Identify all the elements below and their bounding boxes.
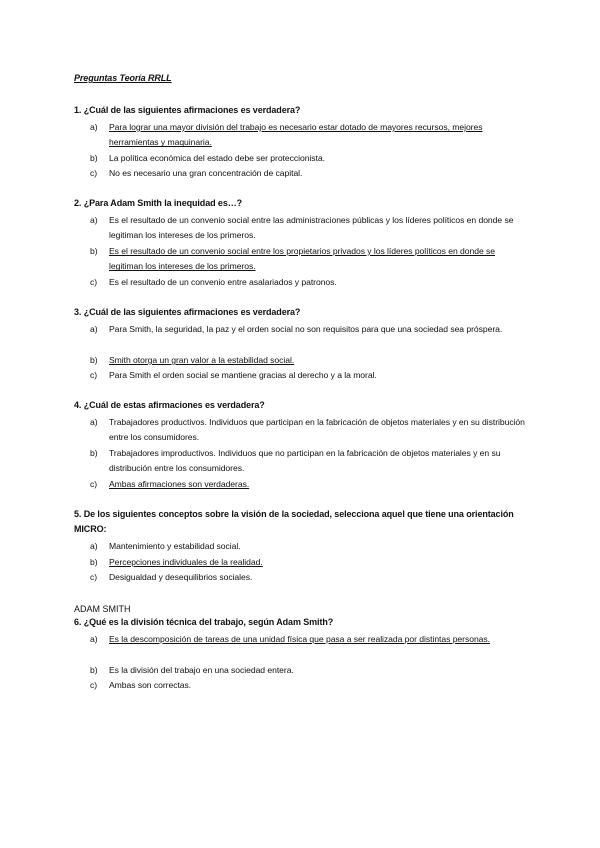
option-letter: c) (90, 680, 98, 690)
option-text: Es el resultado de un convenio social entre las administraciones públicas y los líderes políticos en donde se legitiman los intereses de los primeros. (109, 215, 514, 241)
option-4b (90, 446, 530, 477)
option-1b (90, 151, 530, 166)
option-letter: b) (90, 557, 98, 567)
option-text-correct: Percepciones individuales de la realidad. (109, 557, 263, 567)
option-3c (90, 368, 530, 383)
option-letter: a) (90, 417, 98, 427)
option-text: No es necesario una gran concentración de capital. (109, 168, 303, 178)
option-letter: b) (90, 153, 98, 163)
question-number: 2. (74, 198, 82, 208)
question-6 (74, 615, 534, 630)
question-2 (74, 196, 534, 211)
question-4 (74, 398, 534, 413)
option-text: Trabajadores productivos. Individuos que participan en la fabricación de objetos materiales y en su distribución entre los consumidores. (109, 417, 525, 443)
section-label: ADAM SMITH (74, 604, 131, 614)
option-letter: a) (90, 324, 98, 334)
option-5b (90, 555, 530, 570)
option-text: Desigualdad y desequilibrios sociales. (109, 572, 253, 582)
option-text-correct: Ambas afirmaciones son verdaderas. (109, 479, 250, 489)
option-letter: c) (90, 479, 98, 489)
option-text: Ambas son correctas. (109, 680, 192, 690)
question-text: De los siguientes conceptos sobre la visión de la sociedad, selecciona aquel que tiene una orientación MICRO: (74, 509, 514, 534)
option-letter: c) (90, 277, 98, 287)
option-3b (90, 353, 530, 368)
question-number: 1. (74, 105, 82, 115)
option-6b (90, 663, 530, 678)
option-2b (90, 244, 530, 275)
option-letter: b) (90, 355, 98, 365)
option-1c (90, 166, 530, 181)
option-4a (90, 415, 530, 446)
option-letter: c) (90, 572, 98, 582)
option-3a (90, 322, 530, 337)
page-title: Preguntas Teoría RRLL (74, 73, 172, 83)
option-letter: b) (90, 665, 98, 675)
option-6c (90, 678, 530, 693)
option-text: Para Smith, la seguridad, la paz y el orden social no son requisitos para que una sociedad sea próspera. (109, 324, 503, 334)
option-2c (90, 275, 530, 290)
question-number: 5. (74, 509, 82, 519)
option-letter: a) (90, 122, 98, 132)
option-text-correct: Para lograr una mayor división del trabajo es necesario estar dotado de mayores recursos, mejores herramientas y maquinaria. (109, 122, 483, 148)
question-text: ¿Cuál de las siguientes afirmaciones es verdadera? (83, 105, 301, 115)
option-6a (90, 632, 530, 647)
option-text-correct: Es el resultado de un convenio social entre los propietarios privados y los líderes políticos en donde se legitiman los intereses de los primeros. (109, 246, 495, 272)
option-2a (90, 213, 530, 244)
option-text-correct: Es la descomposición de tareas de una unidad física que pasa a ser realizada por distintas personas. (109, 634, 490, 644)
option-text: La política económica del estado debe ser proteccionista. (109, 153, 325, 163)
option-letter: b) (90, 448, 98, 458)
option-letter: b) (90, 246, 98, 256)
question-text: ¿Cuál de estas afirmaciones es verdadera? (83, 400, 265, 410)
option-letter: a) (90, 634, 98, 644)
question-1 (74, 103, 534, 118)
option-text: Trabajadores improductivos. Individuos que no participan en la fabricación de objetos materiales y en su distribución entre los consumidores. (109, 448, 501, 474)
option-5c (90, 570, 530, 585)
question-5 (74, 507, 534, 537)
option-text: Para Smith el orden social se mantiene gracias al derecho y a la moral. (109, 370, 377, 380)
question-text: ¿Para Adam Smith la inequidad es…? (83, 198, 243, 208)
option-letter: c) (90, 168, 98, 178)
question-number: 4. (74, 400, 82, 410)
option-4c (90, 477, 530, 492)
option-1a (90, 120, 530, 151)
question-text: ¿Qué es la división técnica del trabajo, según Adam Smith? (83, 617, 334, 627)
option-text: Mantenimiento y estabilidad social. (109, 541, 241, 551)
option-text-correct: Smith otorga un gran valor a la estabilidad social. (109, 355, 295, 365)
question-number: 3. (74, 307, 82, 317)
option-letter: a) (90, 541, 98, 551)
question-text: ¿Cuál de las siguientes afirmaciones es verdadera? (83, 307, 301, 317)
option-letter: c) (90, 370, 98, 380)
option-text: Es el resultado de un convenio entre asalariados y patronos. (109, 277, 337, 287)
option-5a (90, 539, 530, 554)
option-letter: a) (90, 215, 98, 225)
question-3 (74, 305, 534, 320)
question-number: 6. (74, 617, 82, 627)
option-text: Es la división del trabajo en una sociedad entera. (109, 665, 294, 675)
